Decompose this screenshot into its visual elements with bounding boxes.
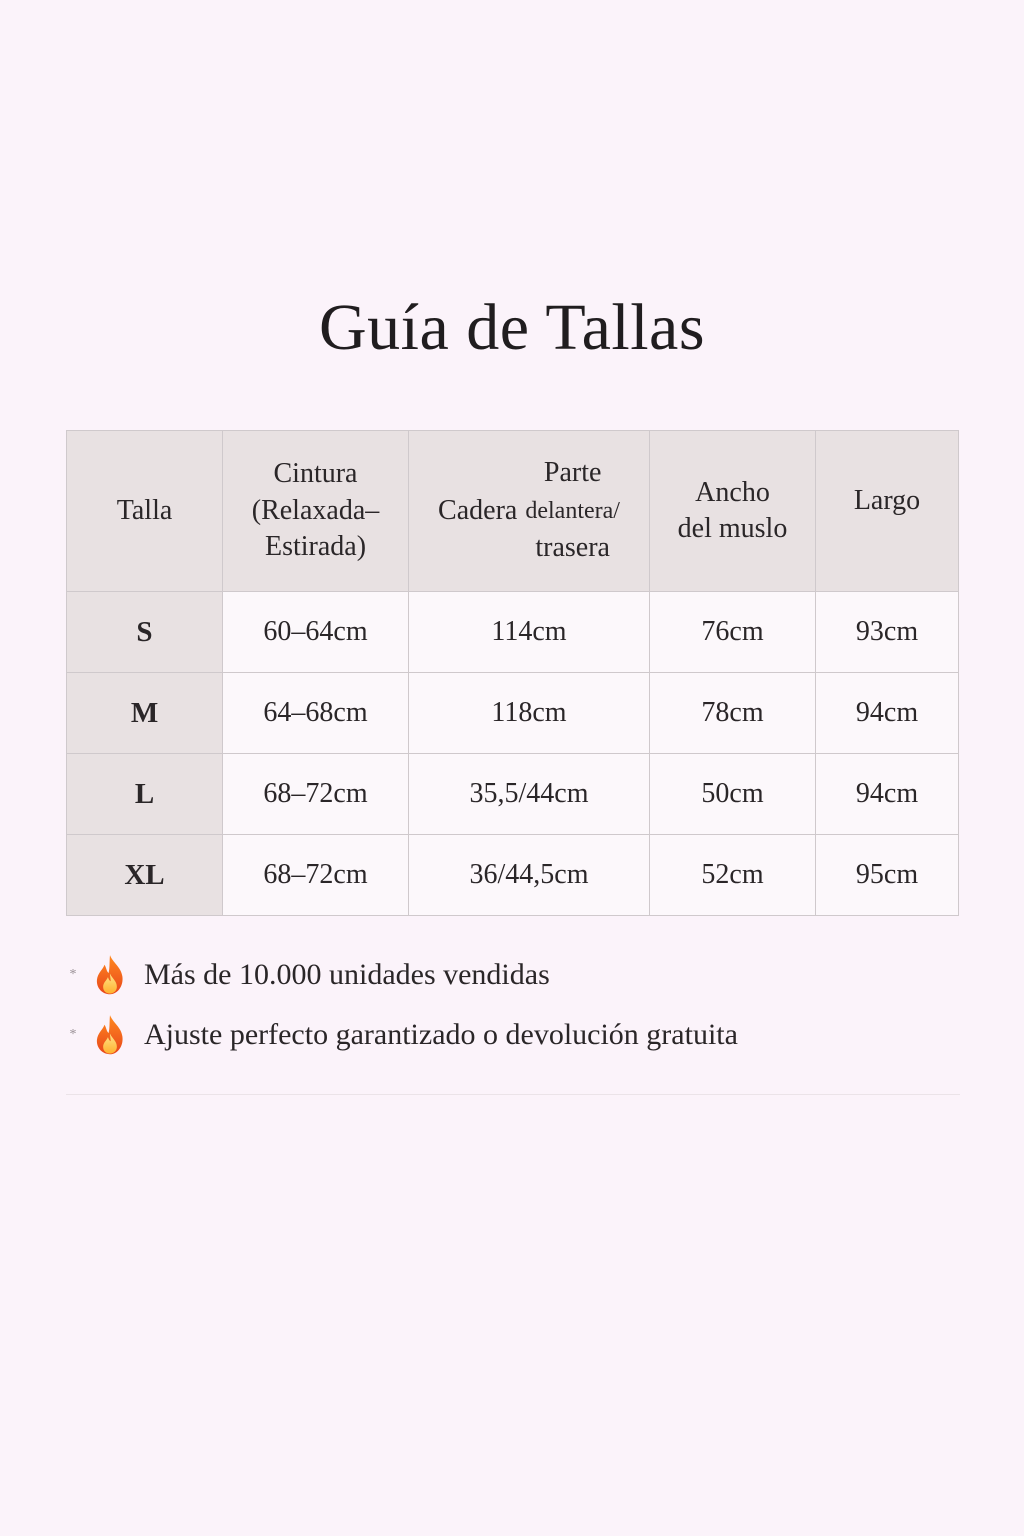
note-item xyxy=(62,945,962,1005)
largo-cell: 95cm xyxy=(816,835,959,916)
header-cadera xyxy=(409,431,650,592)
largo-cell: 93cm xyxy=(816,592,959,673)
note-item xyxy=(62,1005,962,1065)
header-parte-line: delantera/ xyxy=(525,497,620,524)
table-row xyxy=(67,835,959,916)
cintura-cell: 64–68cm xyxy=(223,673,409,754)
cadera-cell: 35,5/44cm xyxy=(409,754,650,835)
header-ancho-line: Ancho xyxy=(695,476,770,508)
fire-icon xyxy=(88,1013,132,1057)
ancho-cell: 52cm xyxy=(650,835,816,916)
header-talla: Talla xyxy=(67,431,223,592)
size-cell: L xyxy=(67,754,223,835)
table-row xyxy=(67,592,959,673)
header-ancho xyxy=(650,431,816,592)
fire-icon xyxy=(88,953,132,997)
header-cintura-line: Cintura xyxy=(273,458,358,490)
cintura-cell: 68–72cm xyxy=(223,754,409,835)
header-cintura-line: Estirada) xyxy=(264,531,367,563)
table-row xyxy=(67,673,959,754)
ancho-cell: 76cm xyxy=(650,592,816,673)
ancho-cell: 50cm xyxy=(650,754,816,835)
ancho-cell: 78cm xyxy=(650,673,816,754)
largo-cell: 94cm xyxy=(816,673,959,754)
note-text: Ajuste perfecto garantizado o devolución gratuita xyxy=(144,1018,738,1051)
header-cintura xyxy=(223,431,409,592)
asterisk-bullet: * xyxy=(69,967,77,982)
page-title: Guía de Tallas xyxy=(318,291,706,364)
cintura-cell: 60–64cm xyxy=(223,592,409,673)
header-parte-line: Parte xyxy=(543,457,602,488)
cadera-cell: 36/44,5cm xyxy=(409,835,650,916)
header-largo xyxy=(816,431,959,592)
notes-list xyxy=(62,945,962,1065)
asterisk-bullet: * xyxy=(69,1027,77,1042)
header-cintura-line: (Relaxada– xyxy=(251,494,380,526)
header-largo-label: Largo xyxy=(853,485,921,517)
size-cell: XL xyxy=(67,835,223,916)
note-text: Más de 10.000 unidades vendidas xyxy=(144,958,550,991)
table-row xyxy=(67,754,959,835)
divider xyxy=(66,1094,960,1095)
cadera-cell: 118cm xyxy=(409,673,650,754)
size-cell: M xyxy=(67,673,223,754)
cadera-cell: 114cm xyxy=(409,592,650,673)
cintura-cell: 68–72cm xyxy=(223,835,409,916)
size-cell: S xyxy=(67,592,223,673)
table-header-row xyxy=(67,431,959,592)
header-ancho-line: del muslo xyxy=(677,513,788,544)
largo-cell: 94cm xyxy=(816,754,959,835)
size-chart-table xyxy=(66,430,959,916)
header-cadera-label: Cadera xyxy=(438,494,518,526)
header-parte-line: trasera xyxy=(535,532,610,564)
